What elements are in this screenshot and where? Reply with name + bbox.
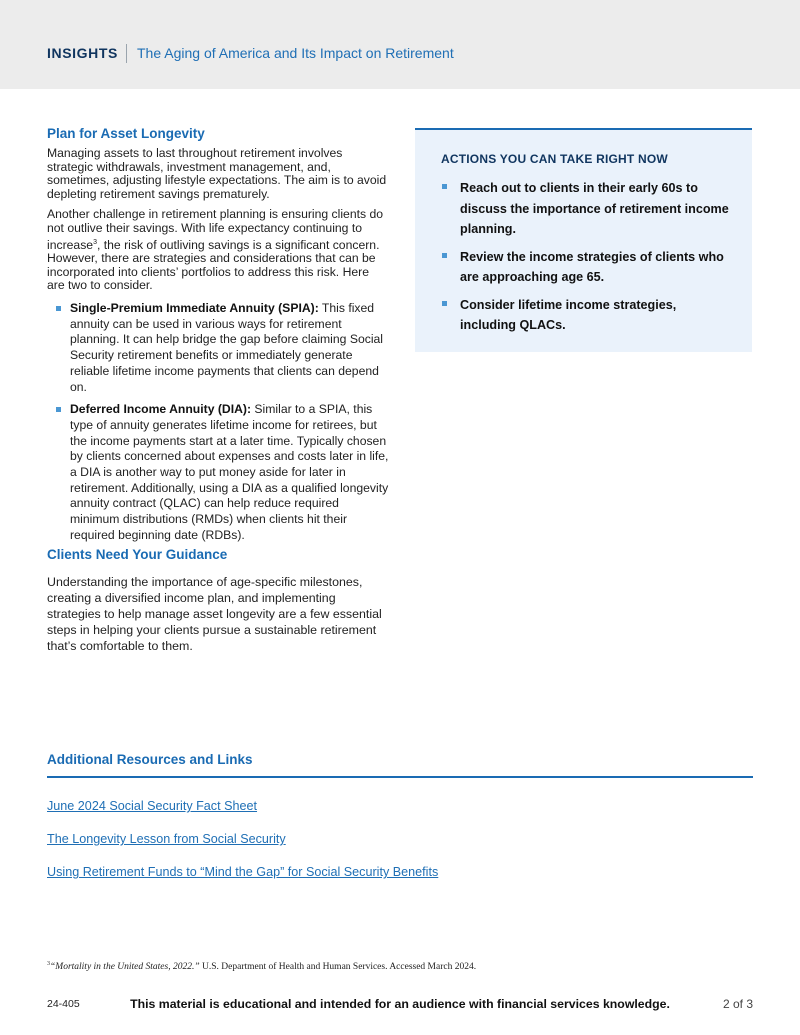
annuity-list xyxy=(47,301,389,544)
action-text: Consider lifetime income strategies, including QLACs. xyxy=(460,297,677,332)
action-text: Review the income strategies of clients who are approaching age 65. xyxy=(460,249,724,284)
footnote xyxy=(47,961,476,972)
bullet-term: Deferred Income Annuity (DIA): xyxy=(70,402,252,417)
bullet-square-icon xyxy=(56,306,61,311)
page-header xyxy=(0,0,800,89)
bullet-square-icon xyxy=(442,184,447,189)
actions-list xyxy=(441,178,731,343)
bullet-square-icon xyxy=(56,407,61,412)
longevity-paragraph-2-a: Another challenge in retirement planning is ensuring clients do not outlive their savings. With life expectancy continuing to increase xyxy=(47,207,384,252)
footnote-text: U.S. Department of Health and Human Services. Accessed March 2024. xyxy=(199,962,477,973)
longevity-section xyxy=(47,126,389,551)
action-text: Reach out to clients in their early 60s to discuss the importance of retirement income planning. xyxy=(460,181,729,236)
disclaimer: This material is educational and intended for an audience with financial services knowledge. xyxy=(130,997,670,1011)
bullet-square-icon xyxy=(442,301,447,306)
longevity-paragraph-2-b: , the risk of outliving savings is a significant concern. However, there are strategies and considerations that can be incorporated into clients’ portfolios to address this risk. Here are two to consider. xyxy=(47,237,380,293)
header-divider xyxy=(126,44,127,63)
header-brand: INSIGHTS xyxy=(47,45,118,61)
list-item xyxy=(47,402,389,543)
bullet-square-icon xyxy=(442,253,447,258)
resource-link-fact-sheet[interactable]: June 2024 Social Security Fact Sheet xyxy=(47,799,258,813)
resource-link-longevity-lesson[interactable]: The Longevity Lesson from Social Security xyxy=(47,832,286,846)
actions-heading: ACTIONS YOU CAN TAKE RIGHT NOW xyxy=(441,152,668,166)
resource-link-mind-the-gap[interactable]: Using Retirement Funds to “Mind the Gap” for Social Security Benefits xyxy=(47,865,439,879)
list-item xyxy=(441,247,731,288)
footnote-marker: 3 xyxy=(47,961,50,967)
page-number: 2 of 3 xyxy=(722,997,753,1011)
bullet-text: This fixed annuity can be used in various ways for retirement planning. It can help bridge the gap before claiming Social Security retirement benefits or immediately generate reliable lifetime income payments that clients can depend on. xyxy=(70,301,384,394)
footnote-ref: 3 xyxy=(93,238,97,246)
document-code: 24-405 xyxy=(47,998,80,1010)
longevity-paragraph-1: Managing assets to last throughout retirement involves strategic withdrawals, investment management, and, sometimes, adjusting lifestyle expectations. The aim is to avoid depleting retirement savings prematurely. xyxy=(47,146,387,201)
bullet-term: Single-Premium Immediate Annuity (SPIA): xyxy=(70,301,319,315)
header-title: The Aging of America and Its Impact on Retirement xyxy=(137,45,454,61)
guidance-heading: Clients Need Your Guidance xyxy=(47,547,228,562)
list-item xyxy=(441,295,731,336)
resources-heading: Additional Resources and Links xyxy=(47,752,253,767)
list-item xyxy=(47,301,389,395)
longevity-heading: Plan for Asset Longevity xyxy=(47,126,205,141)
guidance-paragraph: Understanding the importance of age-specific milestones, creating a diversified income plan, and implementing strategies to help manage asset longevity are a few essential steps in helping your clients pursue a sustainable retirement that’s comfortable to them. xyxy=(47,575,382,653)
bullet-text: Similar to a SPIA, this type of annuity generates lifetime income for retirees, but the income payments start at a later time. Typically chosen by clients concerned about expenses and costs later in life, a DIA is another way to put money aside for later in retirement. Additionally, using a DIA as a qualified longevity annuity contract (QLAC) can help reduce required minimum distributions (RMDs) when clients hit their required beginning date (RDBs). xyxy=(70,402,389,542)
resources-divider xyxy=(47,776,753,778)
longevity-paragraph-2 xyxy=(47,208,389,293)
actions-callout xyxy=(415,128,752,352)
list-item xyxy=(441,178,731,240)
footnote-title: “Mortality in the United States, 2022.” xyxy=(50,962,200,973)
